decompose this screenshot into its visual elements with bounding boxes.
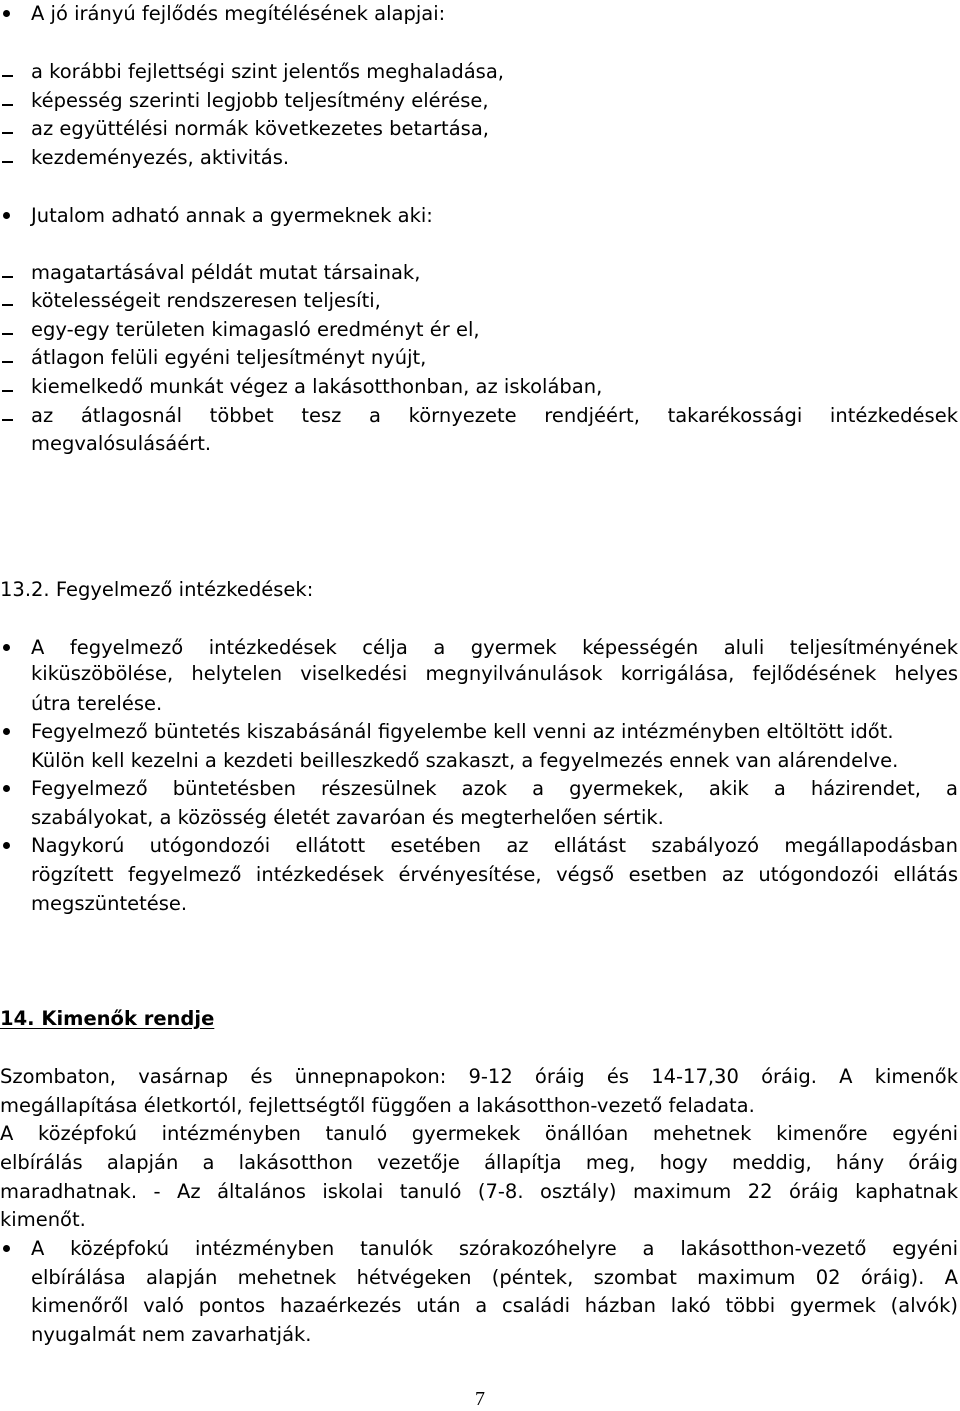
bullet-icon bbox=[3, 10, 10, 17]
bullet-icon bbox=[3, 644, 10, 651]
paragraph-line: Külön kell kezelni a kezdeti beilleszkedő szakaszt, a fegyelmezés ennek van alárendelve. bbox=[31, 749, 899, 772]
bullet-icon bbox=[3, 785, 10, 792]
list-item: az együttélési normák következetes betartása, bbox=[31, 117, 489, 140]
dash-icon bbox=[2, 161, 13, 163]
dash-icon bbox=[2, 361, 13, 363]
list-item: képesség szerinti legjobb teljesítmény elérése, bbox=[31, 89, 489, 112]
paragraph-line: A középfokú intézményben tanulók szórakozóhelyre a lakásotthon-vezető egyéni bbox=[31, 1237, 958, 1260]
list-item-continuation: megvalósulásáért. bbox=[31, 432, 212, 455]
bullet-icon bbox=[3, 1245, 10, 1252]
dash-icon bbox=[2, 132, 13, 134]
paragraph-line: kiküszöbölése, helytelen viselkedési megnyilvánulások korrigálása, fejlődésének helyes bbox=[31, 662, 958, 685]
list-item: kiemelkedő munkát végez a lakásotthonban, az iskolában, bbox=[31, 375, 603, 398]
section1-title: A jó irányú fejlődés megítélésének alapjai: bbox=[31, 2, 446, 25]
bullet-icon bbox=[3, 728, 10, 735]
paragraph-line: kimenőt. bbox=[0, 1208, 86, 1231]
bullet-icon bbox=[3, 212, 10, 219]
section-heading: 14. Kimenők rendje bbox=[0, 1007, 215, 1030]
list-item: a korábbi fejlettségi szint jelentős meghaladása, bbox=[31, 60, 504, 83]
page-number: 7 bbox=[475, 1388, 485, 1410]
paragraph-line: megszüntetése. bbox=[31, 892, 188, 915]
paragraph-line: Fegyelmező büntetés kiszabásánál figyelembe kell venni az intézményben eltöltött időt. bbox=[31, 720, 894, 743]
paragraph-line: megállapítása életkortól, fejlettségtől függően a lakásotthon-vezető feladata. bbox=[0, 1094, 755, 1117]
dash-icon bbox=[2, 390, 13, 392]
section-heading: 13.2. Fegyelmező intézkedések: bbox=[0, 578, 314, 601]
list-item: kötelességeit rendszeresen teljesíti, bbox=[31, 289, 381, 312]
list-item: az átlagosnál többet tesz a környezete rendjéért, takarékossági intézkedések bbox=[31, 404, 958, 427]
paragraph-line: rögzített fegyelmező intézkedések érvényesítése, végső esetben az utógondozói ellátás bbox=[31, 863, 958, 886]
list-item: egy-egy területen kimagasló eredményt ér el, bbox=[31, 318, 480, 341]
bullet-icon bbox=[3, 842, 10, 849]
paragraph-line: elbírálása alapján mehetnek hétvégeken (péntek, szombat maximum 02 óráig). A bbox=[31, 1266, 958, 1289]
dash-icon bbox=[2, 333, 13, 335]
paragraph-line: Nagykorú utógondozói ellátott esetében az ellátást szabályozó megállapodásban bbox=[31, 834, 958, 857]
list-item: átlagon felüli egyéni teljesítményt nyújt, bbox=[31, 346, 427, 369]
paragraph-line: Fegyelmező büntetésben részesülnek azok a gyermekek, akik a házirendet, a bbox=[31, 777, 958, 800]
paragraph-line: kimenőről való pontos hazaérkezés után a családi házban lakó többi gyermek (alvók) bbox=[31, 1294, 958, 1317]
dash-icon bbox=[2, 419, 13, 421]
dash-icon bbox=[2, 276, 13, 278]
paragraph-line: elbírálás alapján a lakásotthon vezetője állapítja meg, hogy meddig, hány óráig bbox=[0, 1151, 958, 1174]
paragraph-line: maradhatnak. - Az általános iskolai tanuló (7-8. osztály) maximum 22 óráig kaphatnak bbox=[0, 1180, 958, 1203]
paragraph-line: szabályokat, a közösség életét zavaróan és megterhelően sértik. bbox=[31, 806, 664, 829]
dash-icon bbox=[2, 104, 13, 106]
paragraph-line: A fegyelmező intézkedések célja a gyermek képességén aluli teljesítményének bbox=[31, 636, 958, 659]
dash-icon bbox=[2, 304, 13, 306]
section2-title: Jutalom adható annak a gyermeknek aki: bbox=[31, 204, 433, 227]
list-item: kezdeményezés, aktivitás. bbox=[31, 146, 290, 169]
paragraph-line: Szombaton, vasárnap és ünnepnapokon: 9-12 óráig és 14-17,30 óráig. A kimenők bbox=[0, 1065, 958, 1088]
list-item: magatartásával példát mutat társainak, bbox=[31, 261, 421, 284]
paragraph-line: A középfokú intézményben tanuló gyermekek önállóan mehetnek kimenőre egyéni bbox=[0, 1122, 958, 1145]
paragraph-line: útra terelése. bbox=[31, 692, 163, 715]
dash-icon bbox=[2, 75, 13, 77]
paragraph-line: nyugalmát nem zavarhatják. bbox=[31, 1323, 312, 1346]
